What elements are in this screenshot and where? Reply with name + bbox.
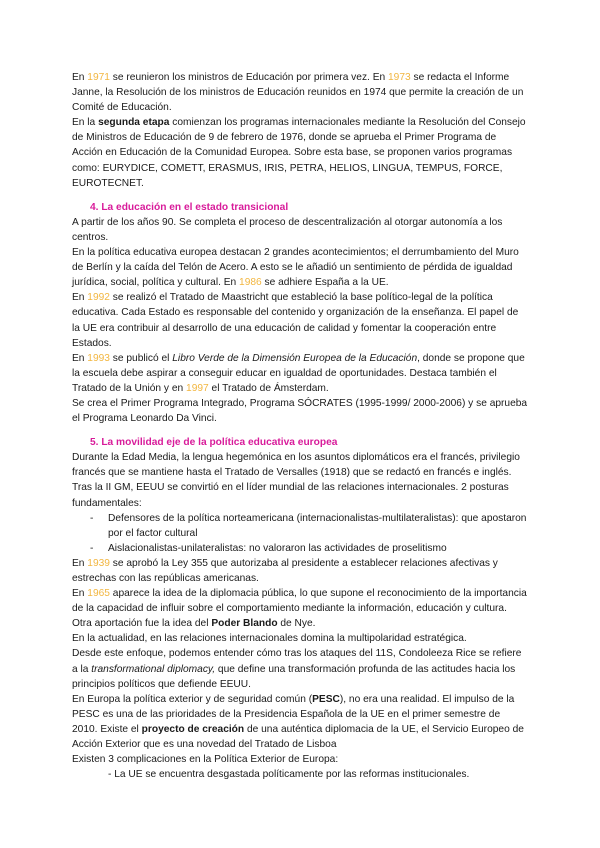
- paragraph-segunda-etapa: En la segunda etapa comienzan los programas internacionales mediante la Resolución del Consejo de Ministros de Educación de 9 de febrero de 1976, donde se aprueba el Primer Programa de Acción en Educación de la Comunidad Europea. Sobre esta base, se proponen varios programas como: EURYDICE, COMETT, ERASMUS, IRIS, PETRA, HELIOS, LINGUA, TEMPUS, FORCE, EUROTECNET.: [72, 117, 526, 189]
- paragraph-edad-media: Durante la Edad Media, la lengua hegemónica en los asuntos diplomáticos era el francés, privilegio francés que se mantiene hasta el Tratado de Versalles (1918) que se redactó en francés e inglés. Tras la II GM, EEUU se convirtió en el líder mundial de las relaciones internacionales. 2 posturas fundamentales:: [72, 452, 520, 509]
- year-highlight: 1939: [87, 557, 110, 569]
- paragraph-diplomacia-publica: En 1965 aparece la idea de la diplomacia pública, lo que supone el reconocimiento de la importancia de la capacidad de influir sobre el comportamiento mediante la información, educación y cultura. Otra aportación fue la idea del Poder Blando de Nye.: [72, 588, 527, 630]
- list-item: - Aislacionalistas-unilateralistas: no valoraron las actividades de proselitismo: [90, 542, 447, 554]
- paragraph-pesc: En Europa la política exterior y de seguridad común (PESC), no era una realidad. El impulso de la PESC es una de las prioridades de la Presidencia Española de la UE en el primer semestre de 2010. Existe el proyecto de creación de una auténtica diplomacia de la UE, el Servicio Europeo de Acción Exterior que es una novedad del Tratado de Lisboa: [72, 693, 524, 751]
- paragraph-condoleeza-rice: Desde este enfoque, podemos entender cómo tras los ataques del 11S, Condoleeza Rice se refiere a la transformational diplomacy, que define una transformación profunda de las actitudes hacia los principios políticos que defiende EEUU.: [72, 648, 522, 690]
- year-highlight: 1997: [186, 382, 209, 394]
- paragraph-ley-355: En 1939 se aprobó la Ley 355 que autorizaba al presidente a establecer relaciones afectivas y estrechas con las repúblicas americanas.: [72, 557, 498, 584]
- year-highlight: 1965: [87, 588, 110, 600]
- section-heading-5: 5. La movilidad eje de la política educativa europea: [90, 437, 338, 449]
- list-item: - La UE se encuentra desgastada políticamente por las reformas institucionales.: [108, 769, 470, 781]
- paragraph-complicaciones: Existen 3 complicaciones en la Política Exterior de Europa:: [72, 754, 339, 766]
- paragraph-acontecimientos: En la política educativa europea destacan 2 grandes acontecimientos; el derrumbamiento del Muro de Berlín y la caída del Telón de Acero. A esto se le añadió un sentimiento de pérdida de igualdad jurídica, social, política y cultural. En 1986 se adhiere España a la UE.: [72, 247, 519, 289]
- year-highlight: 1971: [87, 72, 110, 83]
- paragraph-socrates: Se crea el Primer Programa Integrado, Programa SÓCRATES (1995-1999/ 2000-2006) y se aprueba el Programa Leonardo Da Vinci.: [72, 397, 528, 425]
- section-heading-4: 4. La educación en el estado transicional: [90, 201, 289, 213]
- year-highlight: 1993: [87, 352, 110, 364]
- document-page: [72, 70, 528, 782]
- year-highlight: 1992: [87, 292, 110, 304]
- paragraph-maastricht: En 1992 se realizó el Tratado de Maastricht que estableció la base político-legal de la política educativa. Cada Estado es responsable del contenido y organización de la enseñanza. El papel de la UE era contribuir al desarrollo de una educación de calidad y fomentar la cooperación entre Estados.: [72, 292, 519, 349]
- year-highlight: 1986: [239, 277, 262, 289]
- paragraph-libro-verde: En 1993 se publicó el Libro Verde de la Dimensión Europea de la Educación, donde se propone que la escuela debe aspirar a conseguir educar en igualdad de oportunidades. Destaca también el Tratado de la Unión y en 1997 el Tratado de Ámsterdam.: [72, 352, 525, 394]
- paragraph-multipolaridad: En la actualidad, en las relaciones internacionales domina la multipolaridad estratégica.: [72, 633, 467, 645]
- paragraph-anos-90: A partir de los años 90. Se completa el proceso de descentralización al otorgar autonomía a los centros.: [72, 216, 503, 243]
- list-item: - Defensores de la política norteamericana (internacionalistas-multilateralistas): que apostaron por el factor cultural: [90, 512, 527, 539]
- paragraph-1971: En 1971 se reunieron los ministros de Educación por primera vez. En 1973 se redacta el Informe Janne, la Resolución de los ministros de Educación reunidos en 1974 que permite la creación de un Comité de Educación.: [72, 72, 524, 114]
- year-highlight: 1973: [388, 72, 411, 83]
